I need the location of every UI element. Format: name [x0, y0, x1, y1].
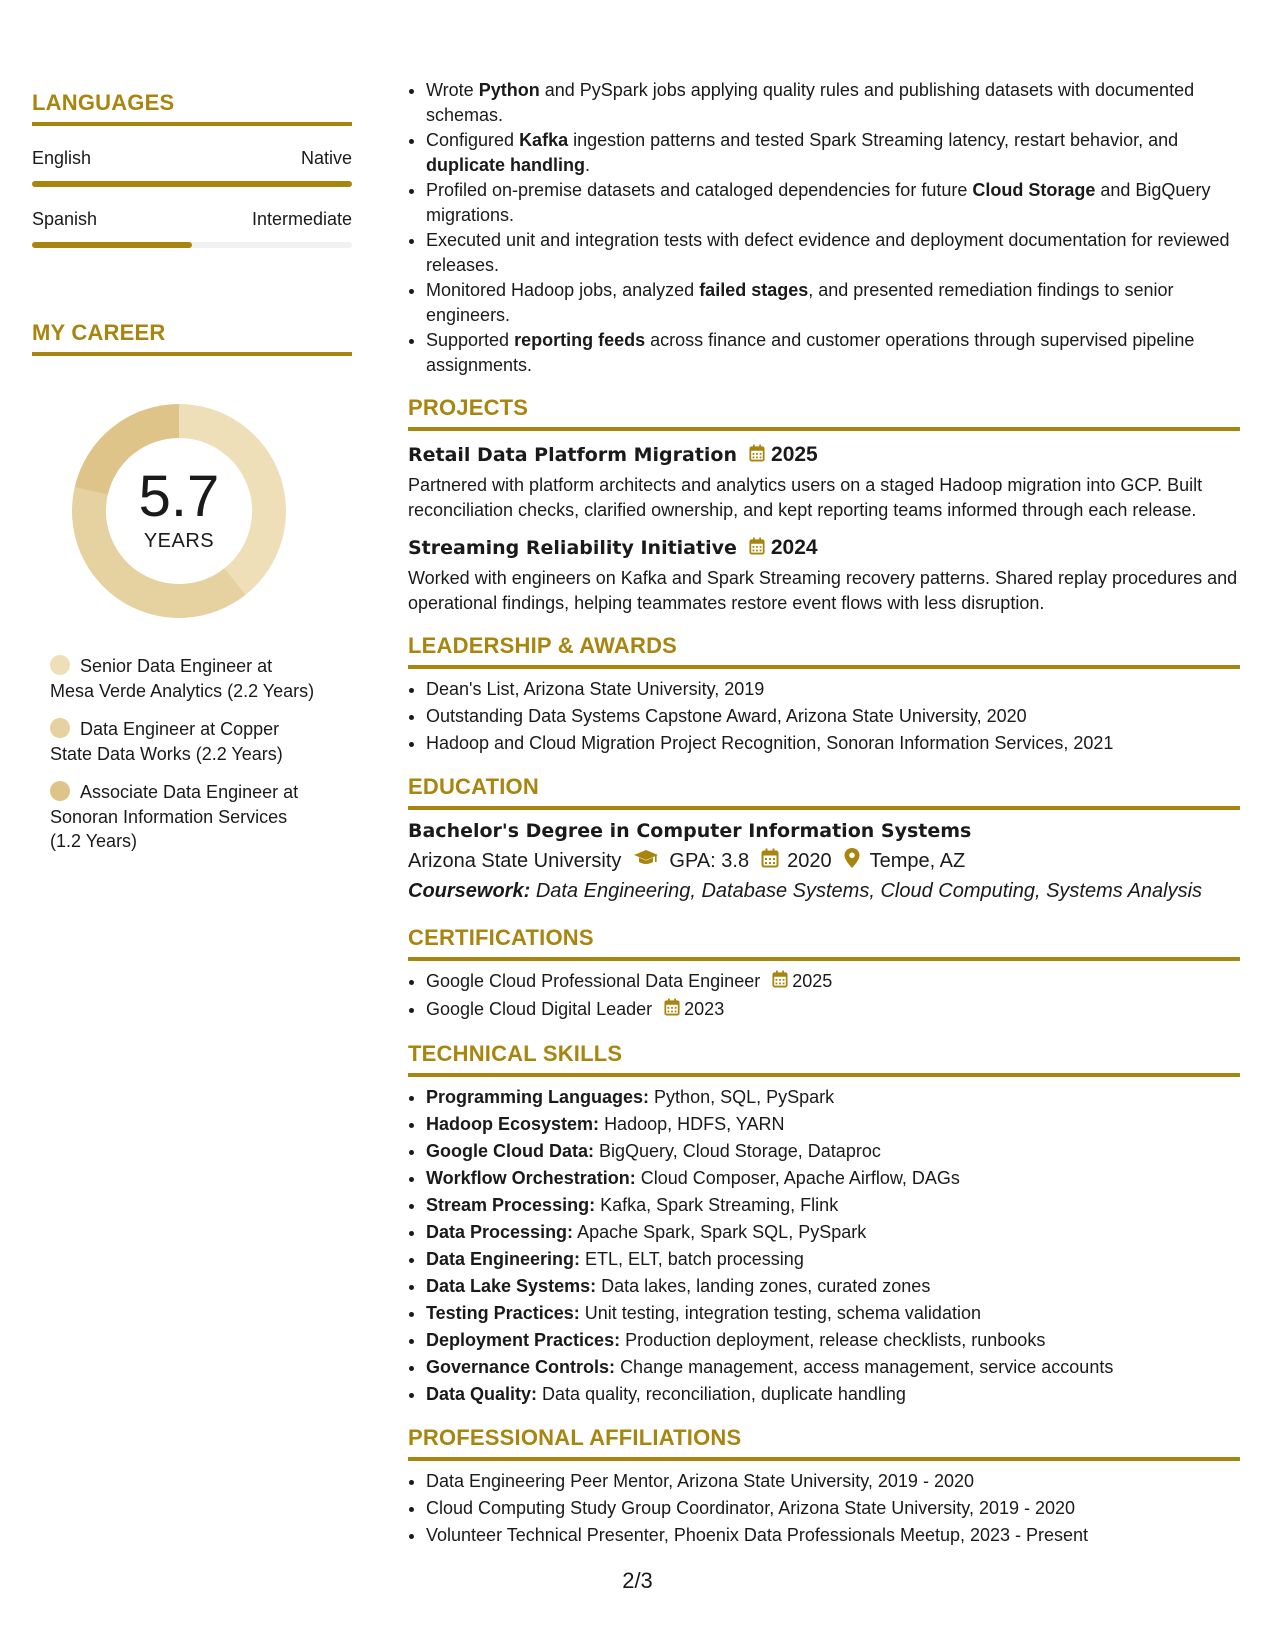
career-legend-item [50, 654, 320, 703]
languages-title: LANGUAGES [32, 90, 175, 115]
skill-values: Cloud Composer, Apache Airflow, DAGs [640, 1167, 960, 1188]
affiliation-item: • Data Engineering Peer Mentor, Arizona State University, 2019 - 2020 [426, 1469, 1240, 1494]
certification-item [426, 997, 1240, 1023]
bullet-text: Executed unit and integration tests with defect evidence and deployment documentation for reviewed releases. [426, 230, 1230, 275]
career-title: MY CAREER [32, 320, 166, 345]
experience-bullet [426, 278, 1240, 327]
skill-category: Data Lake Systems: [426, 1275, 597, 1296]
education-section [408, 774, 1240, 903]
awards-list [408, 677, 1240, 756]
bullet-text: Profiled on-premise datasets and cataloged dependencies for future [426, 180, 973, 200]
skill-item [426, 1193, 1240, 1218]
skill-item [426, 1112, 1240, 1137]
skill-item [426, 1382, 1240, 1407]
language-name: Spanish [32, 209, 98, 229]
experience-bullet [426, 178, 1240, 227]
projects-section [408, 395, 1240, 615]
language-row [32, 209, 352, 230]
skill-item [426, 1274, 1240, 1299]
skill-category: Workflow Orchestration: [426, 1167, 636, 1188]
skill-item [426, 1166, 1240, 1191]
career-role-label: Senior Data Engineer at Mesa Verde Analytics (2.2 Years) [50, 656, 315, 701]
education-details [408, 848, 1240, 874]
skill-values: Unit testing, integration testing, schema validation [584, 1302, 981, 1323]
certifications-list [408, 969, 1240, 1023]
skill-category: Data Processing: [426, 1221, 574, 1242]
bullet-text: . [585, 154, 591, 175]
skill-item [426, 1355, 1240, 1380]
certification-year: 2023 [684, 998, 725, 1019]
career-donut-chart [64, 396, 294, 626]
certifications-title: CERTIFICATIONS [408, 925, 594, 950]
skill-category: Governance Controls: [426, 1356, 616, 1377]
calendar-icon [664, 998, 680, 1023]
skill-category: Stream Processing: [426, 1194, 596, 1215]
calendar-icon [749, 444, 765, 467]
experience-bullet [426, 78, 1240, 127]
awards-title: LEADERSHIP & AWARDS [408, 633, 678, 658]
language-list [32, 148, 352, 248]
affiliations-section [408, 1425, 1240, 1548]
section-divider [408, 1457, 1240, 1461]
skill-values: BigQuery, Cloud Storage, Dataproc [599, 1140, 881, 1161]
language-level: Intermediate [251, 209, 352, 229]
project-description: Partnered with platform architects and analytics users on a staged Hadoop migration into GCP. Built reconciliation checks, clarified ownership, and kept reporting teams informed through each release. [408, 475, 1203, 520]
section-divider [408, 957, 1240, 961]
career-legend [50, 654, 320, 854]
project-name: Streaming Reliability Initiative [408, 537, 737, 559]
education-title: EDUCATION [408, 774, 539, 799]
career-legend-item [50, 717, 320, 766]
skill-values: Data quality, reconciliation, duplicate handling [542, 1383, 906, 1404]
bullet-text: Supported [426, 330, 515, 350]
bullet-keyword: Kafka [519, 130, 569, 150]
calendar-icon [749, 537, 765, 560]
bullet-keyword: Cloud Storage [972, 180, 1096, 200]
legend-dot [50, 781, 70, 801]
graduation-cap-icon [633, 849, 659, 873]
bullet-text: , and presented remediation findings to senior engineers. [426, 280, 1174, 325]
section-divider [32, 122, 352, 126]
language-row [32, 148, 352, 169]
project-year: 2025 [771, 443, 818, 466]
skill-category: Data Engineering: [426, 1248, 581, 1269]
map-pin-icon [844, 848, 860, 874]
calendar-icon [772, 970, 788, 995]
legend-dot [50, 655, 70, 675]
project-year: 2024 [770, 536, 818, 559]
main-content [408, 78, 1240, 1550]
coursework [408, 880, 1240, 903]
skills-list [408, 1085, 1240, 1407]
gpa-text: GPA: 3.8 [669, 849, 750, 872]
career-role-label: Data Engineer at Copper State Data Works (2.2 Years) [50, 719, 283, 764]
skill-category: Testing Practices: [426, 1302, 580, 1323]
language-proficiency-fill [32, 181, 352, 187]
certifications-section [408, 925, 1240, 1023]
calendar-icon [761, 848, 779, 874]
bullet-keyword: failed stages [699, 280, 809, 300]
bullet-keyword: Python [478, 80, 540, 100]
skills-title: TECHNICAL SKILLS [408, 1040, 623, 1066]
skill-values: Data lakes, landing zones, curated zones [601, 1275, 931, 1296]
language-proficiency-fill [32, 242, 192, 248]
certification-item [426, 969, 1240, 995]
language-proficiency-bar [32, 242, 352, 248]
section-divider [408, 1073, 1240, 1077]
projects-title: PROJECTS [408, 395, 529, 420]
donut-center [64, 396, 294, 626]
skill-category: Hadoop Ecosystem: [426, 1113, 600, 1134]
bullet-text: and BigQuery migrations. [426, 180, 1211, 225]
skill-values: Apache Spark, Spark SQL, PySpark [577, 1221, 867, 1242]
skill-values: ETL, ELT, batch processing [585, 1248, 804, 1269]
skill-values: Production deployment, release checklists, runbooks [625, 1329, 1046, 1350]
bullet-keyword: duplicate handling [426, 154, 586, 175]
language-name: English [32, 148, 92, 168]
bullet-text: ingestion patterns and tested Spark Streaming latency, restart behavior, and [568, 130, 1179, 150]
career-unit-label: YEARS [143, 530, 215, 552]
graduation-year: 2020 [787, 849, 832, 872]
bullet-text: and PySpark jobs applying quality rules and publishing datasets with documented schemas. [426, 80, 1195, 125]
career-total-years: 5.7 [138, 464, 220, 529]
certification-name: Google Cloud Digital Leader [426, 998, 653, 1019]
award-item: • Outstanding Data Systems Capstone Award, Arizona State University, 2020 [426, 704, 1240, 729]
project-title-row [408, 443, 1240, 467]
language-proficiency-bar [32, 181, 352, 187]
degree-name: Bachelor's Degree in Computer Information Systems [408, 820, 972, 842]
skill-item [426, 1139, 1240, 1164]
school-name: Arizona State University [408, 849, 622, 872]
sidebar [32, 90, 352, 868]
page-number: 2/3 [622, 1568, 653, 1593]
section-divider [408, 427, 1240, 431]
career-legend-item [50, 780, 320, 854]
skill-item [426, 1085, 1240, 1110]
skill-values: Change management, access management, service accounts [620, 1356, 1114, 1377]
bullet-text: across finance and customer operations through supervised pipeline assignments. [426, 330, 1195, 375]
skill-category: Deployment Practices: [426, 1329, 621, 1350]
bullet-keyword: reporting feeds [514, 330, 646, 350]
skill-item [426, 1328, 1240, 1353]
project-description: Worked with engineers on Kafka and Spark Streaming recovery patterns. Shared replay procedures and operational findings, helping teammates restore event flows with less disruption. [408, 568, 1238, 613]
affiliation-item: • Cloud Computing Study Group Coordinator, Arizona State University, 2019 - 2020 [426, 1496, 1240, 1521]
legend-dot [50, 718, 70, 738]
affiliations-title: PROFESSIONAL AFFILIATIONS [408, 1424, 742, 1450]
affiliation-item: • Volunteer Technical Presenter, Phoenix Data Professionals Meetup, 2023 - Present [426, 1523, 1240, 1548]
coursework-label: Coursework: [408, 880, 531, 902]
bullet-text: Monitored Hadoop jobs, analyzed [426, 280, 700, 300]
project-name: Retail Data Platform Migration [408, 444, 738, 466]
certification-name: Google Cloud Professional Data Engineer [426, 971, 761, 991]
skill-category: Google Cloud Data: [426, 1140, 594, 1161]
school-location: Tempe, AZ [869, 849, 966, 872]
affiliations-list [408, 1469, 1240, 1548]
skill-values: Hadoop, HDFS, YARN [604, 1113, 785, 1134]
section-divider [408, 806, 1240, 810]
section-divider [32, 352, 352, 356]
experience-bullets [408, 78, 1240, 377]
skills-section [408, 1041, 1240, 1407]
section-divider [408, 665, 1240, 669]
skill-category: Data Quality: [426, 1383, 538, 1404]
language-level: Native [300, 148, 352, 168]
awards-section [408, 633, 1240, 756]
experience-bullet [426, 228, 1240, 277]
project-title-row [408, 536, 1240, 560]
bullet-text: Wrote [426, 80, 479, 100]
skill-item [426, 1247, 1240, 1272]
bullet-text: Configured [426, 130, 520, 150]
skill-values: Python, SQL, PySpark [654, 1086, 835, 1107]
award-item: • Hadoop and Cloud Migration Project Recognition, Sonoran Information Services, 2021 [426, 731, 1240, 756]
skill-item [426, 1301, 1240, 1326]
coursework-list: Data Engineering, Database Systems, Cloud Computing, Systems Analysis [535, 880, 1203, 902]
skill-values: Kafka, Spark Streaming, Flink [600, 1194, 839, 1215]
skill-category: Programming Languages: [426, 1086, 650, 1107]
career-role-label: Associate Data Engineer at Sonoran Information Services (1.2 Years) [50, 782, 299, 851]
skill-item [426, 1220, 1240, 1245]
project-item [408, 443, 1240, 522]
project-list [408, 443, 1240, 615]
experience-bullet [426, 328, 1240, 377]
certification-year: 2025 [792, 971, 833, 991]
project-item [408, 536, 1240, 615]
award-item: • Dean's List, Arizona State University, 2019 [426, 677, 1240, 702]
experience-bullet [426, 128, 1240, 177]
